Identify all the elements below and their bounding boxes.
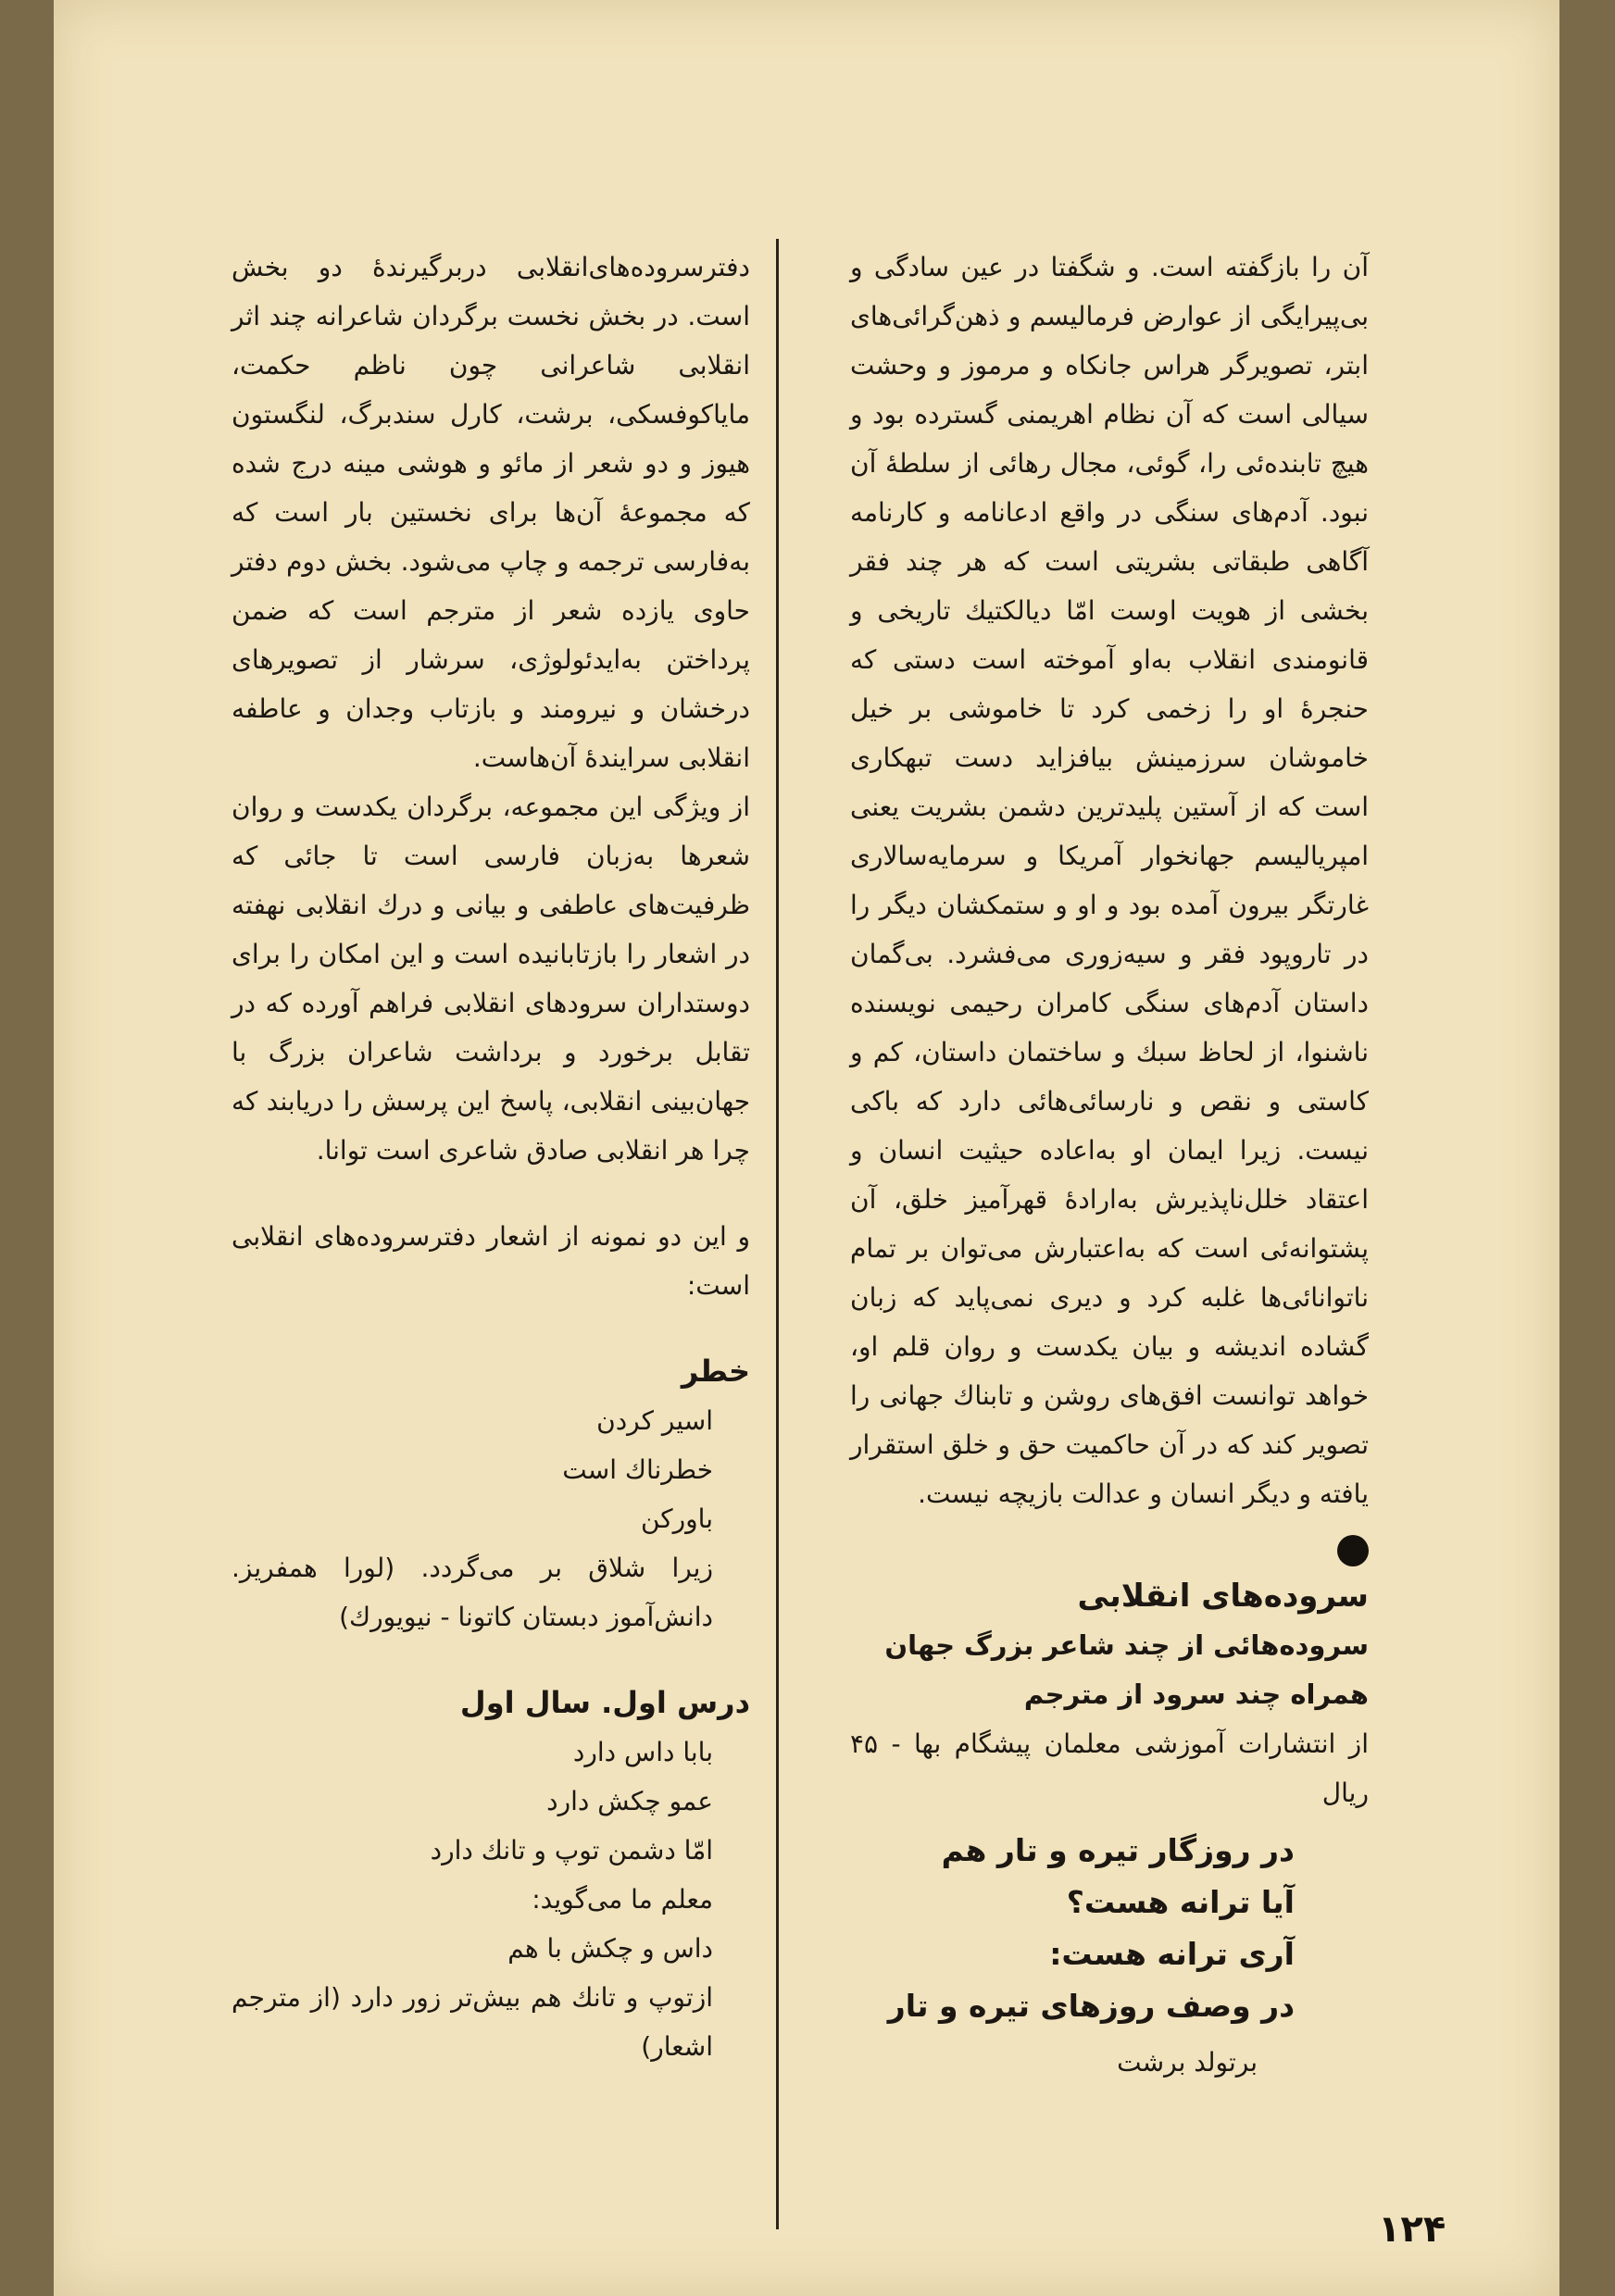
poem-line: در روزگار تیره و تار هم: [941, 1832, 1295, 1868]
book-publisher: از انتشارات آموزشی معلمان پیشگام بها - ۴۵ ریال: [850, 1728, 1369, 1808]
featured-poem: [850, 1825, 1369, 2032]
poem-line: در وصف روزهای تیره و تار: [887, 1988, 1295, 2024]
poem-line: باورکن: [640, 1504, 713, 1534]
poem-title: درس اول. سال اول: [459, 1685, 750, 1720]
poem-author: برتولد برشت: [1117, 2047, 1258, 2078]
poem-line: امّا دشمن توپ و تانك دارد: [430, 1835, 713, 1866]
bullet-icon: [1337, 1535, 1369, 1566]
book-title: سروده‌های انقلابی: [1077, 1578, 1369, 1615]
poem-line: ازتوپ و تانك هم بیش‌تر زور دارد (از مترجم اشعار): [232, 1982, 713, 2062]
book-subtitle: سروده‌هائی از چند شاعر بزرگ جهان: [884, 1629, 1369, 1661]
poem-line: خطرناك است: [562, 1454, 713, 1485]
article-paragraph: آن را بازگفته است. و شگفتا در عین سادگی و بی‌پیرایگی از عوارض فرمالیسم و ذهن‌گرائی‌های ابتر، تصویرگر هراس جانکاه و مرموز و وحشت سیالی است که آن نظام اهریمنی گسترده بود و هیچ تابنده‌ئی را، گوئی، مجال رهائی از سلطهٔ آن نبود. آدم‌های سنگی در واقع ادعانامه و کارنامه آگاهی طبقاتی بشریتی است که هر چند فقر بخشی از هویت اوست امّا دیالکتیك تاریخی و قانومندی انقلاب به‌او آموخته است دستی که حنجرهٔ او را زخمی کرد تا خاموشی بر خیل خاموشان سرزمینش بیافزاید دست تبهکاری است که از آستین پلیدترین دشمن بشریت یعنی امپریالیسم جهانخوار آمریکا و سرمایه‌سالاری غارتگر بیرون آمده بود و او و ستمکشان دیگر را در تاروپود فقر و سیه‌زوری می‌فشرد. بی‌گمان داستان آدم‌های سنگی کامران رحیمی نویسنده ناشنوا، از لحاظ سبك و ساختمان داستان، کم و کاستی و نقص و نارسائی‌هائی دارد که باکی نیست. زیرا ایمان او به‌اعاده حیثیت انسان و اعتقاد خلل‌ناپذیرش به‌ارادهٔ قهرآمیز خلق، آن پشتوانه‌ئی است که به‌اعتبارش می‌توان بر تمام ناتوانائی‌ها غلبه کرد و دیری نمی‌پاید که زبان گشاده اندیشه و بیان یکدست و روان قلم او، خواهد توانست افق‌های روشن و تابناك جهانی را تصویر کند که در آن حاکمیت حق و خلق استقرار یافته و دیگر انسان و عدالت بازیچه نیست.: [850, 252, 1369, 1509]
article-paragraph: از ویژگی این مجموعه، برگردان یکدست و روان شعرها به‌زبان فارسی است تا جائی که ظرفیت‌های عاطفی و بیانی و درك انقلابی نهفته در اشعار را بازتابانیده است و این امکان را برای دوستداران سرودهای انقلابی فراهم آورده که در تقابل برخورد و برداشت شاعران بزرگ با جهان‌بینی انقلابی، پاسخ این پرسش را دریابند که چرا هر انقلابی صادق شاعری است توانا.: [232, 792, 750, 1166]
poem-line: عمو چکش دارد: [546, 1786, 713, 1816]
poem-line: معلم ما می‌گوید:: [532, 1884, 713, 1915]
spacer: [232, 1641, 750, 1678]
column-divider: [776, 239, 779, 2229]
magazine-page: [54, 0, 1559, 2296]
intro-text: و این دو نمونه از اشعار دفترسروده‌های انقلابی است:: [232, 1221, 750, 1301]
article-paragraph: دفترسروده‌های‌انقلابی دربرگیرندهٔ دو بخش است. در بخش نخست برگردان شاعرانه چند اثر انقلابی شاعرانی چون ناظم حکمت، مایاکوفسکی، برشت، کارل سندبرگ، لنگستون هیوز و دو شعر از مائو و هوشی مینه درج شده که مجموعهٔ آن‌ها برای نخستین بار است که به‌فارسی ترجمه و چاپ می‌شود. بخش دوم دفتر حاوی یازده شعر از مترجم است که ضمن پرداختن به‌ایدئولوژی، سرشار از تصویرهای درخشان و نیرومند و بازتاب وجدان و عاطفه انقلابی سرایندهٔ آن‌هاست.: [232, 252, 750, 773]
book-review-header: [850, 1535, 1369, 1817]
poem-line: اسیر کردن: [596, 1405, 713, 1436]
spacer: [232, 1175, 750, 1212]
page-number: ۱۲۴: [1378, 2208, 1446, 2251]
book-subtitle-2: همراه چند سرود از مترجم: [1023, 1678, 1369, 1710]
poem-body: [232, 1396, 750, 1641]
spacer: [232, 1310, 750, 1347]
poem-title: خطر: [681, 1354, 750, 1389]
poem-line: زیرا شلاق بر می‌گردد. (لورا همفریز. دانش‌آموز دبستان کاتونا - نیویورك): [232, 1553, 713, 1632]
poem-body: [232, 1728, 750, 2071]
poem-line: آیا ترانه هست؟: [1066, 1884, 1295, 1920]
poem-line: آری ترانه هست:: [1049, 1936, 1295, 1972]
poem-line: بابا داس دارد: [572, 1737, 713, 1767]
right-column: [850, 243, 1369, 2087]
poem-line: داس و چکش با هم: [507, 1933, 713, 1964]
left-column: [232, 243, 750, 2071]
